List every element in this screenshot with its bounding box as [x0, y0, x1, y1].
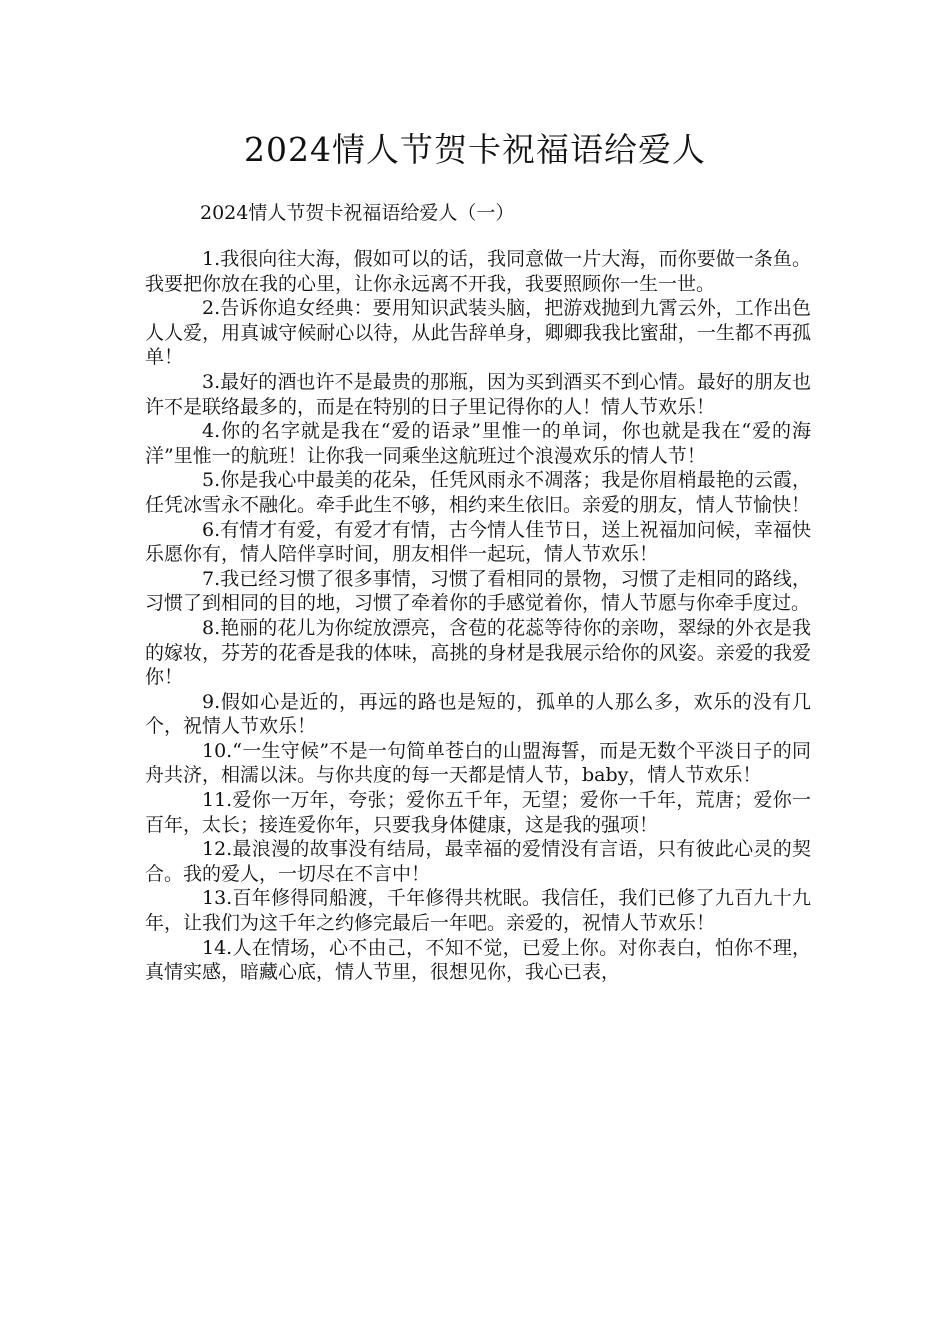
section-subtitle: 2024情人节贺卡祝福语给爱人（一）	[200, 202, 515, 224]
paragraph-10: 10.“一生守候”不是一句简单苍白的山盟海誓，而是无数个平淡日子的同舟共济，相濡以沫。与你共度的每一天都是情人节，baby，情人节欢乐！	[145, 739, 811, 787]
document-title: 2024情人节贺卡祝福语给爱人	[244, 130, 706, 169]
paragraph-7: 7.我已经习惯了很多事情，习惯了看相同的景物，习惯了走相同的路线，习惯了到相同的目的地，习惯了牵着你的手感觉着你，情人节愿与你牵手度过。	[145, 567, 811, 615]
paragraph-4: 4.你的名字就是我在“爱的语录”里惟一的单词，你也就是我在“爱的海洋”里惟一的航班！让你我一同乘坐这航班过个浪漫欢乐的情人节！	[145, 420, 811, 467]
document-body	[145, 247, 811, 985]
paragraph-1: 1.我很向往大海，假如可以的话，我同意做一片大海，而你要做一条鱼。我要把你放在我的心里，让你永远离不开我，我要照顾你一生一世。	[145, 248, 811, 295]
paragraph-12: 12.最浪漫的故事没有结局，最幸福的爱情没有言语，只有彼此心灵的契合。我的爱人，一切尽在不言中！	[145, 838, 811, 885]
paragraph-6: 6.有情才有爱，有爱才有情，古今情人佳节日，送上祝福加问候，幸福快乐愿你有，情人陪伴享时间，朋友相伴一起玩，情人节欢乐！	[145, 518, 811, 566]
paragraph-13: 13.百年修得同船渡，千年修得共枕眠。我信任，我们已修了九百九十九年，让我们为这千年之约修完最后一年吧。亲爱的，祝情人节欢乐！	[145, 887, 811, 935]
paragraph-14: 14.人在情场，心不由己，不知不觉，已爱上你。对你表白，怕你不理，真情实感，暗藏心底，情人节里，很想见你，我心已表，	[145, 936, 811, 984]
paragraph-3: 3.最好的酒也许不是最贵的那瓶，因为买到酒买不到心情。最好的朋友也许不是联络最多的，而是在特别的日子里记得你的人！情人节欢乐！	[145, 370, 811, 418]
paragraph-8: 8.艳丽的花儿为你绽放漂亮，含苞的花蕊等待你的亲吻，翠绿的外衣是我的嫁妆，芬芳的花香是我的体味，高挑的身材是我展示给你的风姿。亲爱的我爱你！	[145, 616, 811, 689]
paragraph-9: 9.假如心是近的，再远的路也是短的，孤单的人那么多，欢乐的没有几个，祝情人节欢乐！	[145, 690, 811, 738]
paragraph-2: 2.告诉你追女经典：要用知识武装头脑，把游戏抛到九霄云外，工作出色人人爱，用真诚守候耐心以待，从此告辞单身，卿卿我我比蜜甜，一生都不再孤单！	[145, 297, 811, 369]
paragraph-11: 11.爱你一万年，夸张；爱你五千年，无望；爱你一千年，荒唐；爱你一百年，太长；接连爱你年，只要我身体健康，这是我的强项！	[145, 789, 811, 836]
paragraph-5: 5.你是我心中最美的花朵，任凭风雨永不凋落；我是你眉梢最艳的云霞，任凭冰雪永不融化。牵手此生不够，相约来生依旧。亲爱的朋友，情人节愉快！	[145, 469, 811, 516]
